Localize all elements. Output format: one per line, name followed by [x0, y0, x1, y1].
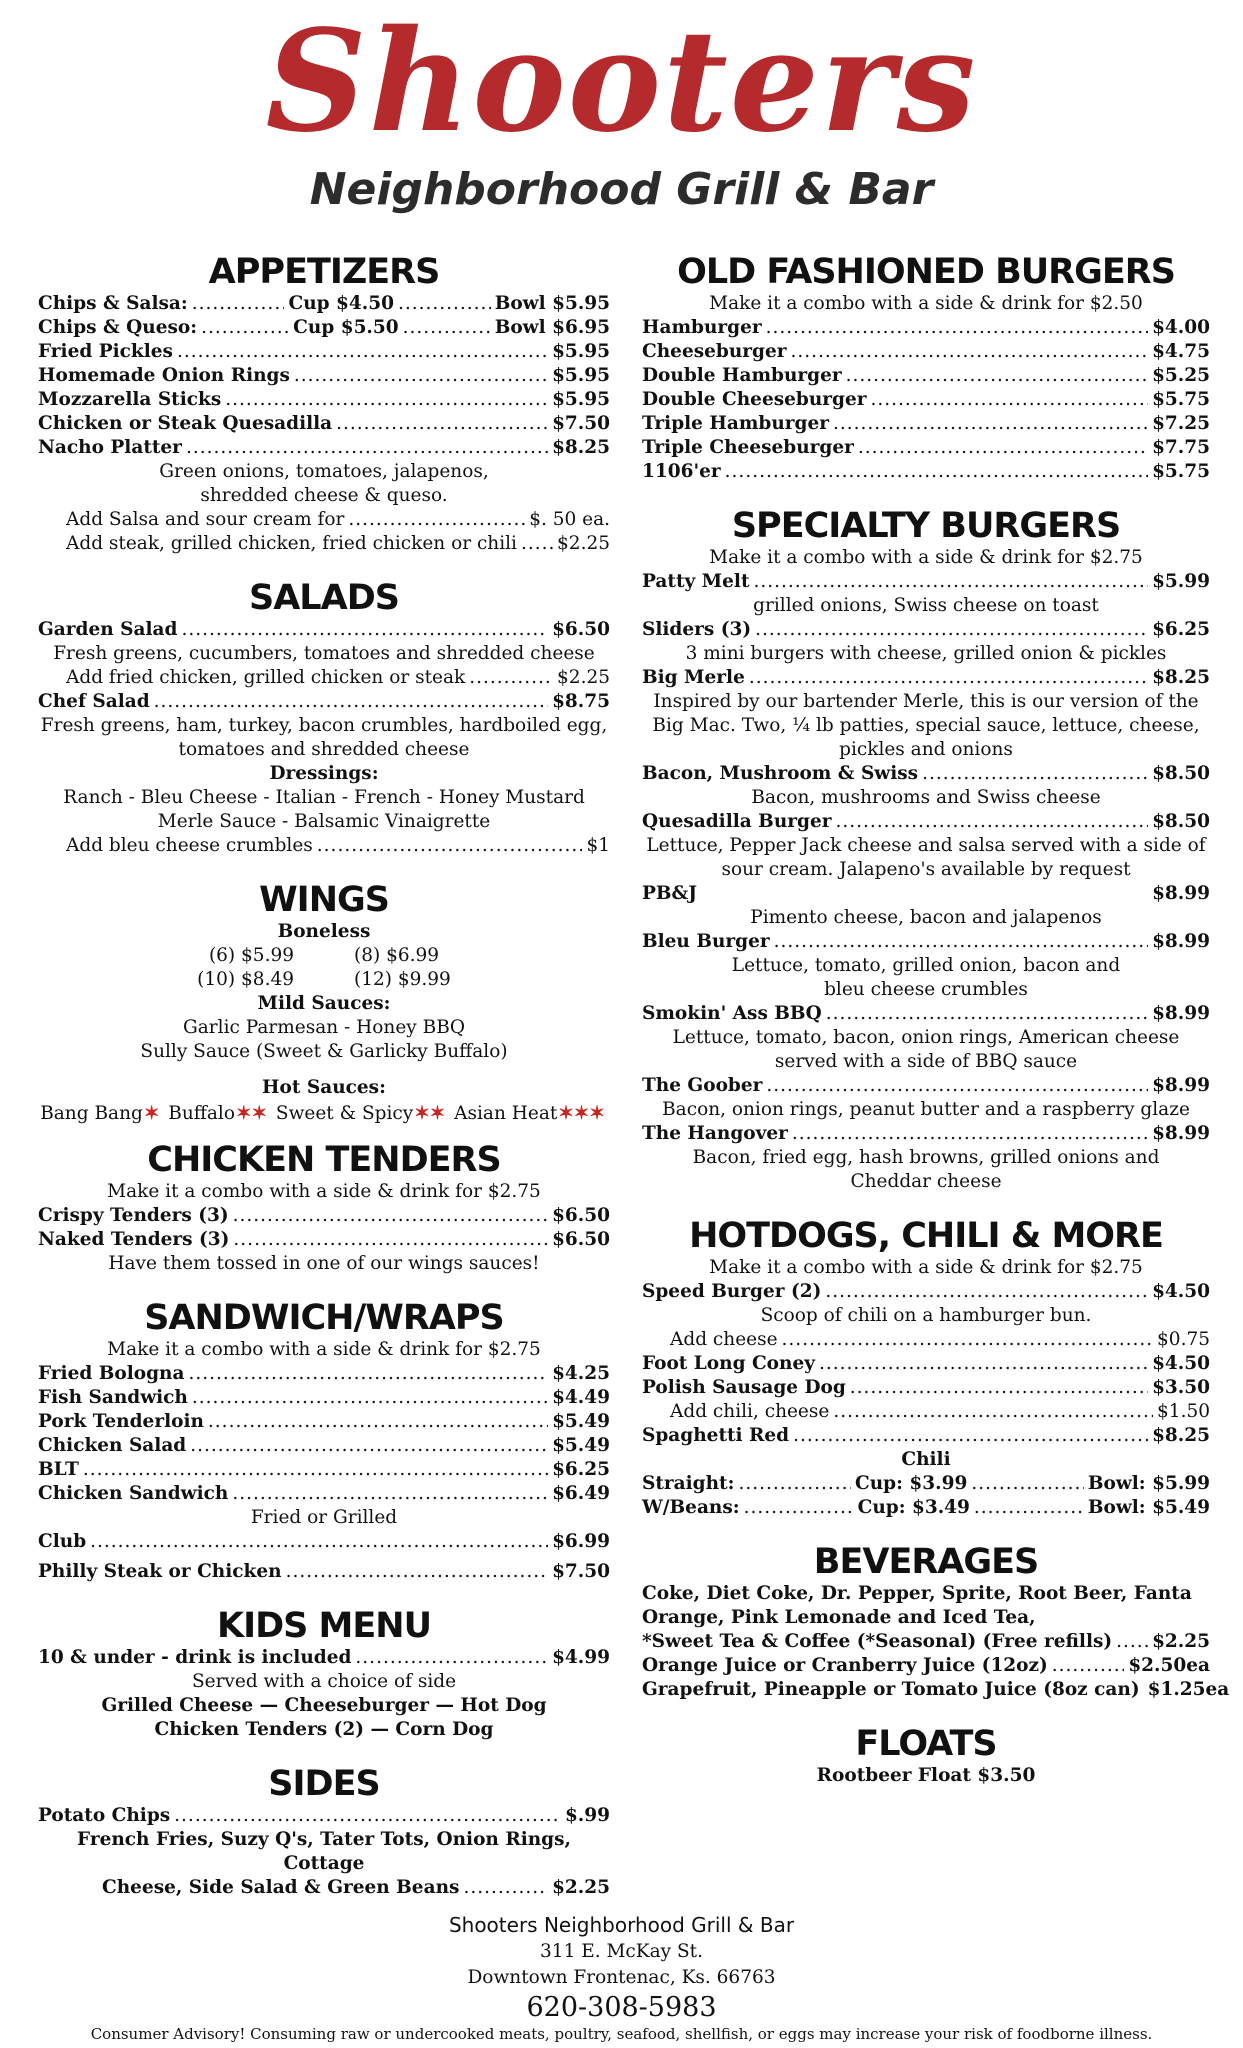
- addon-item: Add steak, grilled chicken, fried chicken or chili ..... $2.25: [38, 532, 610, 556]
- beverage-list: Orange, Pink Lemonade and Iced Tea,: [642, 1607, 1036, 1628]
- wings-title: WINGS: [259, 880, 389, 920]
- item-description: Fresh greens, cucumbers, tomatoes and shredded cheese: [53, 643, 595, 664]
- logo-title: Shooters: [265, 0, 978, 164]
- mild-sauces: Garlic Parmesan - Honey BBQ: [183, 1017, 465, 1038]
- item-description: grilled onions, Swiss cheese on toast: [753, 595, 1099, 616]
- item-description: Cheddar cheese: [850, 1171, 1002, 1192]
- menu-item: Quesadilla Burger ..... $8.50: [642, 810, 1210, 834]
- dressings-label: Dressings:: [269, 763, 379, 784]
- menu-item: Straight: ..... Cup: $3.99 ..... Bowl: $5.99: [642, 1472, 1210, 1496]
- logo: [0, 0, 1243, 240]
- kids-options: Chicken Tenders (2) — Corn Dog: [154, 1719, 494, 1740]
- footer-name: Shooters Neighborhood Grill & Bar: [448, 1913, 795, 1937]
- menu-item: The Hangover ..... $8.99: [642, 1122, 1210, 1146]
- sandwich-title: SANDWICH/WRAPS: [144, 1298, 504, 1338]
- tenders-title: CHICKEN TENDERS: [147, 1140, 501, 1180]
- chili-label: Chili: [901, 1449, 951, 1470]
- mild-sauces: Sully Sauce (Sweet & Garlicky Buffalo): [140, 1041, 508, 1062]
- menu-item: Smokin' Ass BBQ ..... $8.99: [642, 1002, 1210, 1026]
- addon-item: Add Salsa and sour cream for ..... $. 50 ea.: [38, 508, 610, 532]
- menu-item: Double Cheeseburger ..... $5.75: [642, 388, 1210, 412]
- beverage-list: Coke, Diet Coke, Dr. Pepper, Sprite, Root Beer, Fanta: [642, 1583, 1192, 1604]
- pepper-icon: ✶✶: [236, 1103, 268, 1124]
- menu-item: Pork Tenderloin ..... $5.49: [38, 1410, 610, 1434]
- addon-item: Add fried chicken, grilled chicken or steak ..... $2.25: [38, 666, 610, 690]
- dressings-list: Merle Sauce - Balsamic Vinaigrette: [157, 811, 491, 832]
- item-description: Lettuce, tomato, bacon, onion rings, American cheese: [672, 1027, 1180, 1048]
- specialty-title: SPECIALTY BURGERS: [731, 506, 1121, 546]
- burgers-title: OLD FASHIONED BURGERS: [677, 252, 1175, 292]
- menu-item: Bacon, Mushroom & Swiss ..... $8.50: [642, 762, 1210, 786]
- item-description: Bacon, onion rings, peanut butter and a raspberry glaze: [662, 1099, 1190, 1120]
- item-description: served with a side of BBQ sauce: [774, 1051, 1078, 1072]
- addon-item: Add chili, cheese ..... $1.50: [642, 1400, 1210, 1424]
- item-description: Green onions, tomatoes, jalapenos,: [159, 461, 489, 482]
- item-description: tomatoes and shredded cheese: [178, 739, 470, 760]
- menu-item: Cheeseburger ..... $4.75: [642, 340, 1210, 364]
- menu-item: Chicken Sandwich ..... $6.49: [38, 1482, 610, 1506]
- combo-note: Make it a combo with a side & drink for $2.50: [709, 293, 1143, 314]
- menu-item: Naked Tenders (3) ..... $6.50: [38, 1228, 610, 1252]
- menu-item: Orange Juice or Cranberry Juice (12oz) ..... $2.50ea: [642, 1654, 1210, 1678]
- menu-item: Sliders (3) ..... $6.25: [642, 618, 1210, 642]
- addon-item: Add cheese ..... $0.75: [642, 1328, 1210, 1352]
- menu-item: Patty Melt ..... $5.99: [642, 570, 1210, 594]
- appetizers-title: APPETIZERS: [208, 252, 440, 292]
- menu-item: Hamburger ..... $4.00: [642, 316, 1210, 340]
- hot-sauces-label: Hot Sauces:: [262, 1077, 386, 1098]
- menu-item: Fried Pickles ..... $5.95: [38, 340, 610, 364]
- menu-item: Grapefruit, Pineapple or Tomato Juice (8oz can) $1.25ea: [642, 1679, 1230, 1700]
- item-description: Lettuce, Pepper Jack cheese and salsa served with a side of: [646, 835, 1206, 856]
- combo-note: Make it a combo with a side & drink for $2.75: [709, 547, 1143, 568]
- item-description: Scoop of chili on a hamburger bun.: [760, 1305, 1092, 1326]
- kids-title: KIDS MENU: [216, 1606, 432, 1646]
- addon-item: Add bleu cheese crumbles ..... $1: [38, 834, 610, 858]
- item-description: bleu cheese crumbles: [824, 979, 1028, 1000]
- menu-item: Homemade Onion Rings ..... $5.95: [38, 364, 610, 388]
- item-description: Have them tossed in one of our wings sauces!: [108, 1253, 540, 1274]
- consumer-advisory: Consumer Advisory! Consuming raw or undercooked meats, poultry, seafood, shellfish, or eggs may increase your risk of foodborne illness.: [90, 2025, 1153, 2043]
- item-description: 3 mini burgers with cheese, grilled onion & pickles: [685, 643, 1167, 664]
- item-description: Big Mac. Two, ¼ lb patties, special sauce, lettuce, cheese,: [652, 715, 1200, 736]
- float-item: Rootbeer Float $3.50: [816, 1765, 1036, 1786]
- footer-phone: 620-308-5983: [526, 1992, 717, 2023]
- menu-item: Chef Salad ..... $8.75: [38, 690, 610, 714]
- menu-item: Big Merle ..... $8.25: [642, 666, 1210, 690]
- mild-sauces-label: Mild Sauces:: [257, 993, 391, 1014]
- footer-address: 311 E. McKay St.: [540, 1941, 703, 1962]
- menu-item: PB&J $8.99: [642, 883, 1210, 904]
- hotdogs-title: HOTDOGS, CHILI & MORE: [689, 1216, 1163, 1256]
- combo-note: Make it a combo with a side & drink for $2.75: [709, 1257, 1143, 1278]
- item-description: Pimento cheese, bacon and jalapenos: [750, 907, 1102, 928]
- pepper-icon: ✶✶: [414, 1103, 446, 1124]
- menu-item: Chicken Salad ..... $5.49: [38, 1434, 610, 1458]
- menu-item: The Goober ..... $8.99: [642, 1074, 1210, 1098]
- menu-item: Potato Chips ..... $.99: [38, 1804, 610, 1828]
- floats-title: FLOATS: [855, 1724, 997, 1764]
- item-description: pickles and onions: [839, 739, 1013, 760]
- pepper-icon: ✶: [143, 1103, 160, 1124]
- menu-item: *Sweet Tea & Coffee (*Seasonal) (Free refills) ..... $2.25: [642, 1630, 1210, 1654]
- right-column: [642, 252, 1230, 1788]
- item-description: Bacon, fried egg, hash browns, grilled onions and: [692, 1147, 1160, 1168]
- menu-item: Polish Sausage Dog ..... $3.50: [642, 1376, 1210, 1400]
- hot-sauces: Bang Bang✶ Buffalo✶✶ Sweet & Spicy✶✶ Asian Heat✶✶✶: [40, 1103, 605, 1124]
- item-description: Served with a choice of side: [191, 1671, 457, 1692]
- menu-item: Club ..... $6.99: [38, 1530, 610, 1554]
- menu-item: Mozzarella Sticks ..... $5.95: [38, 388, 610, 412]
- salads-title: SALADS: [249, 578, 399, 618]
- item-description: Fried or Grilled: [250, 1507, 398, 1528]
- menu-item: W/Beans: ..... Cup: $3.49 ..... Bowl: $5.49: [642, 1496, 1210, 1520]
- wings-prices: (10) $8.49 (12) $9.99: [197, 969, 451, 990]
- menu-item: Chicken or Steak Quesadilla ..... $7.50: [38, 412, 610, 436]
- item-description: Bacon, mushrooms and Swiss cheese: [751, 787, 1101, 808]
- left-column: [38, 252, 610, 1900]
- sides-list: French Fries, Suzy Q's, Tater Tots, Onion Rings, Cottage: [77, 1829, 571, 1874]
- menu-item: Philly Steak or Chicken ..... $7.50: [38, 1560, 610, 1584]
- menu-item: BLT ..... $6.25: [38, 1458, 610, 1482]
- menu-item: Triple Cheeseburger ..... $7.75: [642, 436, 1210, 460]
- wings-boneless-label: Boneless: [277, 921, 371, 942]
- menu-item: Nacho Platter ..... $8.25: [38, 436, 610, 460]
- menu-item: 10 & under - drink is included ..... $4.99: [38, 1646, 610, 1670]
- footer-city: Downtown Frontenac, Ks. 66763: [467, 1967, 776, 1988]
- logo-subtitle: Neighborhood Grill & Bar: [309, 164, 934, 215]
- sides-title: SIDES: [268, 1764, 380, 1804]
- menu-item: Speed Burger (2) ..... $4.50: [642, 1280, 1210, 1304]
- beverages-title: BEVERAGES: [813, 1542, 1039, 1582]
- item-description: Inspired by our bartender Merle, this is our version of the: [653, 691, 1199, 712]
- menu-item: Garden Salad ..... $6.50: [38, 618, 610, 642]
- menu-item: Triple Hamburger ..... $7.25: [642, 412, 1210, 436]
- combo-note: Make it a combo with a side & drink for $2.75: [107, 1339, 541, 1360]
- wings-prices: (6) $5.99 (8) $6.99: [208, 945, 440, 966]
- menu-item: Chips & Queso: ..... Cup $5.50 ..... Bowl $6.95: [38, 316, 610, 340]
- menu-item: 1106'er ..... $5.75: [642, 460, 1210, 484]
- item-description: shredded cheese & queso.: [200, 485, 448, 506]
- menu-item: Spaghetti Red ..... $8.25: [642, 1424, 1210, 1448]
- item-description: Fresh greens, ham, turkey, bacon crumbles, hardboiled egg,: [40, 715, 608, 736]
- menu-item: Chips & Salsa: ..... Cup $4.50 ..... Bowl $5.95: [38, 292, 610, 316]
- menu-item: Fish Sandwich ..... $4.49: [38, 1386, 610, 1410]
- kids-options: Grilled Cheese — Cheeseburger — Hot Dog: [101, 1695, 547, 1716]
- dressings-list: Ranch - Bleu Cheese - Italian - French - Honey Mustard: [63, 787, 585, 808]
- menu-item: Crispy Tenders (3) ..... $6.50: [38, 1204, 610, 1228]
- menu-item: Fried Bologna ..... $4.25: [38, 1362, 610, 1386]
- menu-item: Foot Long Coney ..... $4.50: [642, 1352, 1210, 1376]
- menu-item: Bleu Burger ..... $8.99: [642, 930, 1210, 954]
- menu-item: Double Hamburger ..... $5.25: [642, 364, 1210, 388]
- item-description: sour cream. Jalapeno's available by request: [721, 859, 1131, 880]
- item-description: Lettuce, tomato, grilled onion, bacon and: [731, 955, 1121, 976]
- pepper-icon: ✶✶✶: [558, 1103, 605, 1124]
- combo-note: Make it a combo with a side & drink for $2.75: [107, 1181, 541, 1202]
- menu-item: Cheese, Side Salad & Green Beans ..... $2.25: [38, 1876, 610, 1900]
